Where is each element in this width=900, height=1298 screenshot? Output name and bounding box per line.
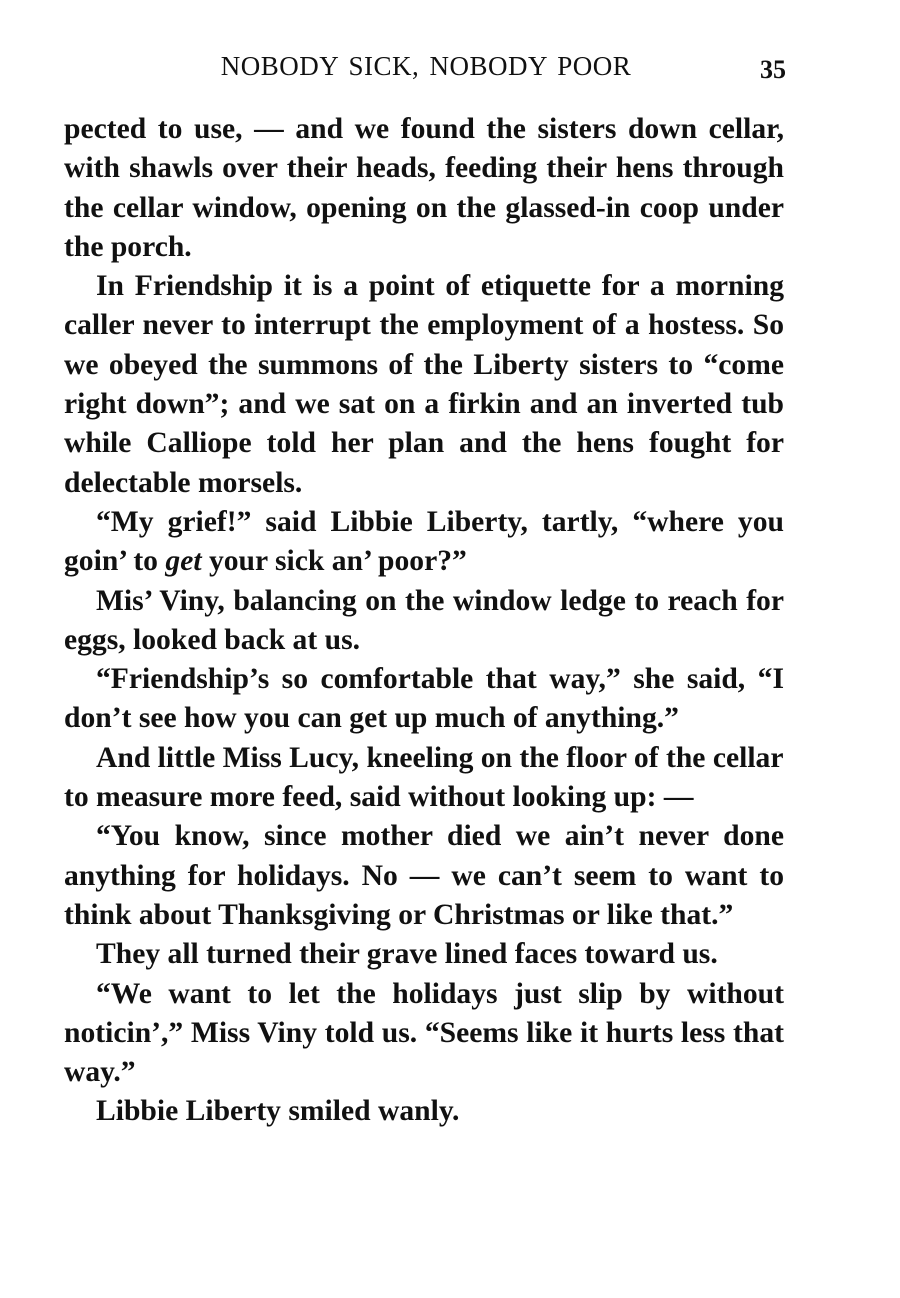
body-text — [64, 110, 784, 1132]
paragraph-9: “We want to let the holidays just slip by without noticin’,” Miss Viny told us. “Seems like it hurts less that way.” — [64, 977, 784, 1089]
paragraph-1: pected to use, — and we found the sisters down cellar, with shawls over their heads, feeding their hens through the cellar window, opening on the glassed-in coop under the porch. — [64, 113, 784, 263]
paragraph-4: Mis’ Viny, balancing on the window ledge to reach for eggs, looked back at us. — [64, 584, 784, 656]
running-title: NOBODY SICK, NOBODY POOR — [220, 51, 632, 81]
paragraph-7: “You know, since mother died we ain’t never done anything for holidays. No — we can’t seem to want to think about Thanksgiving or Christmas or like that.” — [64, 820, 784, 931]
paragraph-2: In Friendship it is a point of etiquette for a morning caller never to interrupt the employment of a hostess. So we obeyed the summons of the Liberty sisters to “come right down”; and we sat on a firkin and an inverted tub while Calliope told her plan and the hens fought for delectable morsels. — [64, 270, 784, 499]
paragraph-5: “Friendship’s so comfortable that way,” she said, “I don’t see how you can get up much of anything.” — [64, 663, 784, 735]
paragraph-3-emphasis: get — [165, 545, 202, 578]
running-head — [66, 46, 786, 86]
page-number: 35 — [760, 55, 786, 84]
paragraph-3 — [64, 503, 784, 582]
paragraph-3-after: your sick an’ poor?” — [201, 545, 467, 578]
paragraph-3-before: “My grief!” said Libbie Liberty, tartly, “where you goin’ to — [64, 505, 784, 578]
paragraph-8: They all turned their grave lined faces toward us. — [96, 938, 718, 971]
paragraph-10: Libbie Liberty smiled wanly. — [96, 1095, 460, 1128]
paragraph-6: And little Miss Lucy, kneeling on the floor of the cellar to measure more feed, said without looking up: — — [64, 741, 783, 814]
